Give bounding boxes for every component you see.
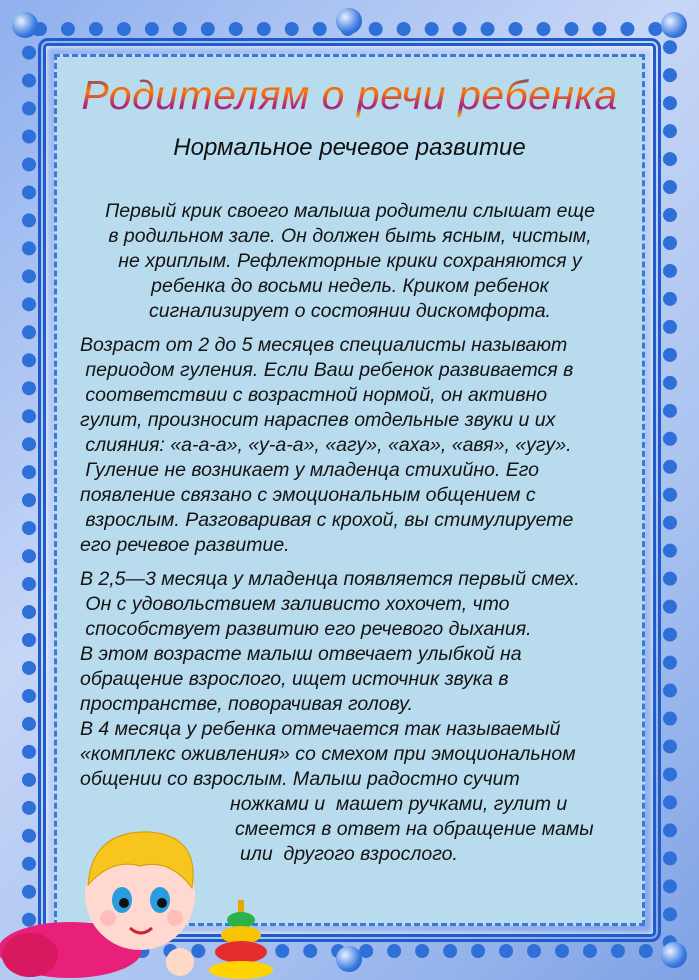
text-line: пространстве, поворачивая голову.: [80, 693, 414, 715]
text-line: В 4 месяца у ребенка отмечается так называемый: [80, 718, 561, 740]
corner-ornament-icon: [661, 12, 687, 38]
text-line: Он с удовольствием заливисто хохочет, что: [80, 593, 510, 615]
text-line: Возраст от 2 до 5 месяцев специалисты называют: [80, 334, 568, 356]
paragraph-first-cry: [70, 199, 630, 324]
text-line: общении со взрослым. Малыш радостно сучит: [80, 768, 520, 790]
text-line: Первый крик своего малыша родители слышат еще: [105, 200, 595, 222]
text-line: слияния: «а-а-а», «у-а-а», «агу», «аха», «авя», «угу».: [80, 434, 572, 456]
text-line: ребенка до восьми недель. Криком ребенок: [151, 275, 549, 297]
baby-illustration: [0, 800, 280, 980]
baby-head-icon: [85, 832, 195, 950]
text-line: взрослым. Разговаривая с крохой, вы стимулируете: [80, 509, 574, 531]
text-line: В 2,5—3 месяца у младенца появляется первый смех.: [80, 568, 580, 590]
text-line: появление связано с эмоциональным общением с: [80, 484, 536, 506]
text-line: В этом возрасте малыш отвечает улыбкой на: [80, 643, 522, 665]
poster-title: Родителям о речи ребенка: [54, 72, 645, 119]
text-line: способствует развитию его речевого дыхания.: [80, 618, 532, 640]
text-line: сигнализирует о состоянии дискомфорта.: [149, 300, 551, 322]
top-ornament-icon: [336, 8, 362, 34]
text-line: гулит, произносит нараспев отдельные звуки и их: [80, 409, 556, 431]
text-line: ножками и машет ручками, гулит и: [230, 793, 568, 815]
corner-ornament-icon: [661, 942, 687, 968]
toy-pyramid-icon: [209, 900, 273, 979]
corner-ornament-icon: [12, 12, 38, 38]
paragraph-cooing: [80, 333, 573, 558]
text-line: смеется в ответ на обращение мамы: [235, 818, 594, 840]
text-line: его речевое развитие.: [80, 534, 290, 556]
bottom-ornament-icon: [336, 946, 362, 972]
text-line: или другого взрослого.: [240, 843, 458, 865]
poster-subtitle: Нормальное речевое развитие: [173, 134, 526, 161]
text-line: обращение взрослого, ищет источник звука в: [80, 668, 509, 690]
text-line: периодом гуления. Если Ваш ребенок развивается в: [80, 359, 574, 381]
text-line: в родильном зале. Он должен быть ясным, чистым,: [108, 225, 592, 247]
text-line: соответствии с возрастной нормой, он активно: [80, 384, 548, 406]
text-line: не хриплым. Рефлекторные крики сохраняются у: [118, 250, 582, 272]
text-line: Гуление не возникает у младенца стихийно. Его: [80, 459, 540, 481]
text-line: «комплекс оживления» со смехом при эмоциональном: [80, 743, 576, 765]
